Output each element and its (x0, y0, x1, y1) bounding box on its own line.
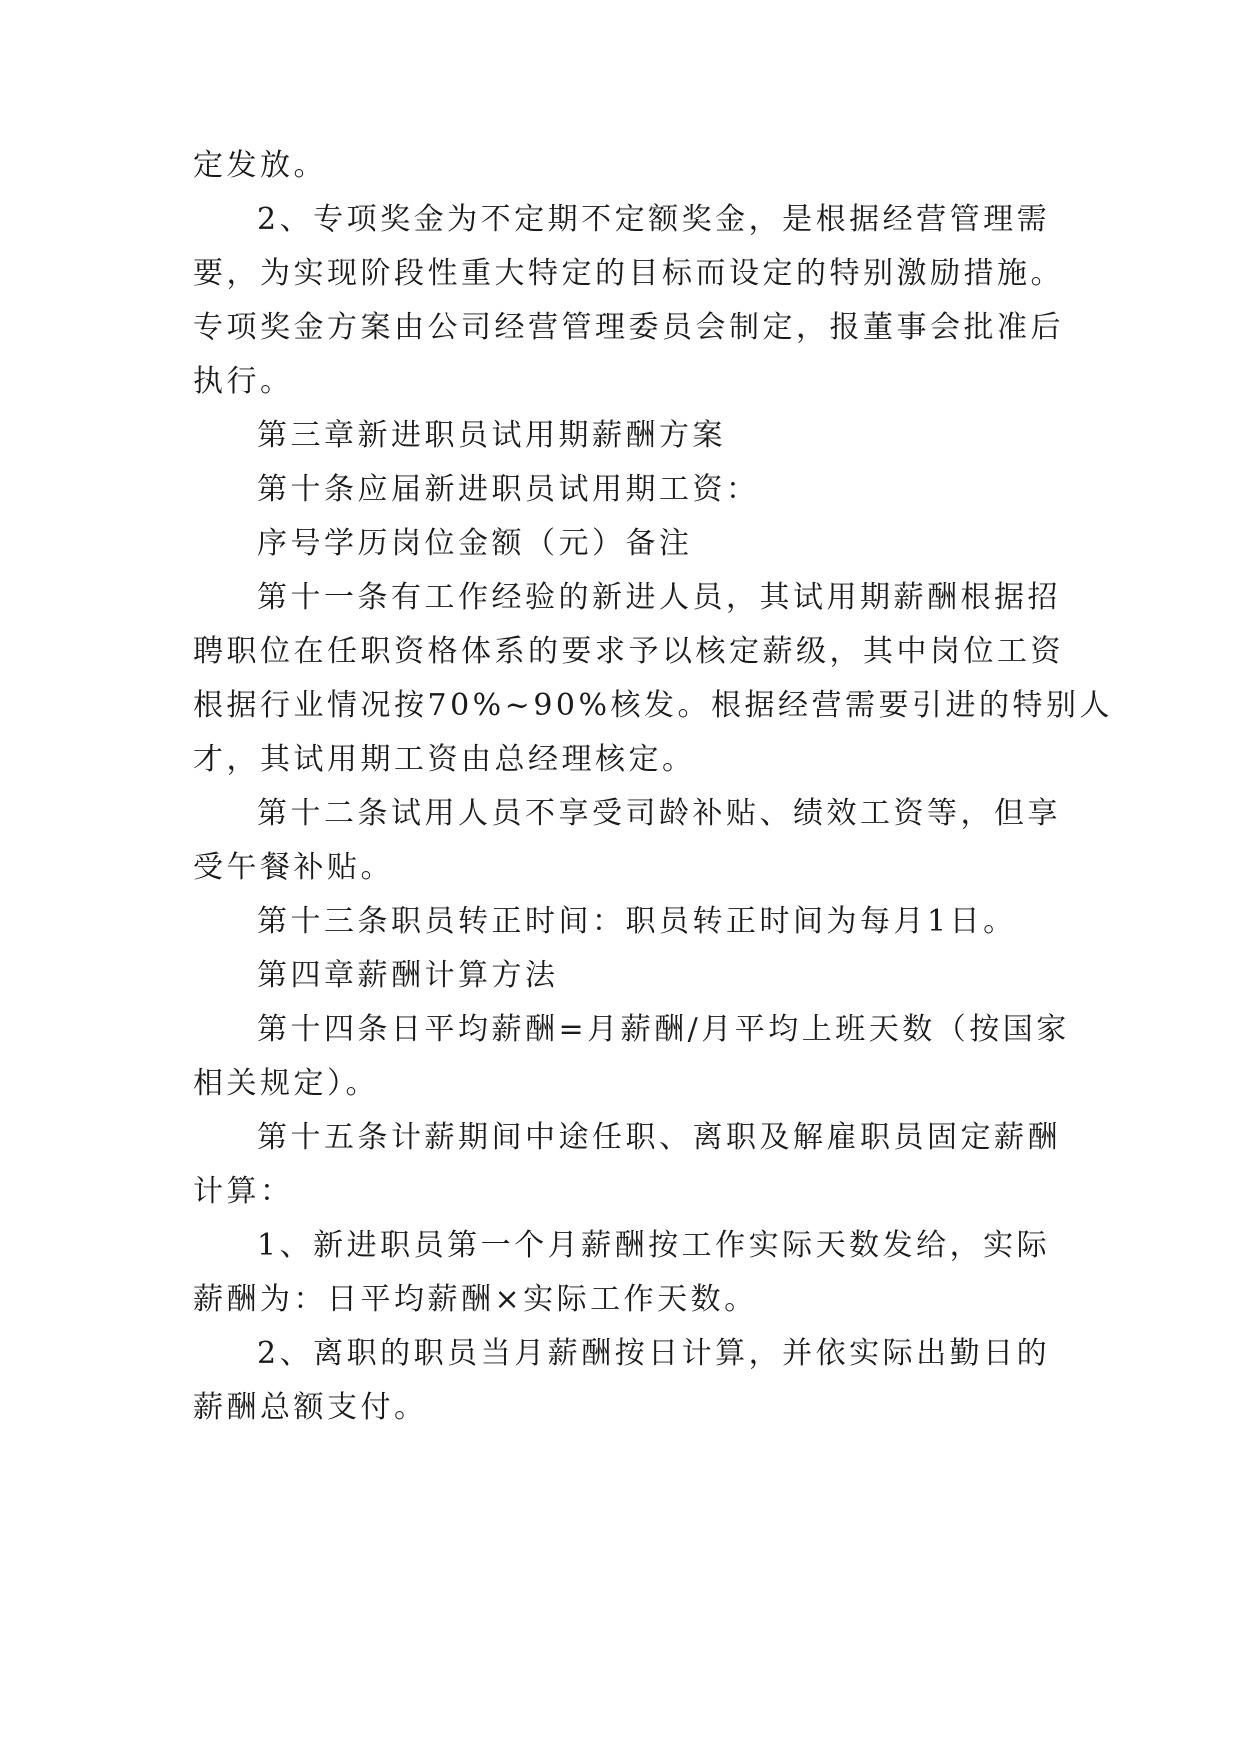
chapter-heading: 第四章薪酬计算方法 (257, 958, 559, 993)
paragraph-line: 第十四条日平均薪酬=月薪酬/月平均上班天数（按国家 (257, 1012, 1070, 1047)
paragraph-line: 要，为实现阶段性重大特定的目标而设定的特别激励措施。 (193, 256, 1064, 291)
article-heading: 第十条应届新进职员试用期工资： (257, 472, 760, 507)
paragraph-line: 第十一条有工作经验的新进人员，其试用期薪酬根据招 (257, 580, 1061, 615)
paragraph-line: 第十三条职员转正时间：职员转正时间为每月1日。 (257, 904, 1017, 939)
paragraph-line: 执行。 (193, 364, 294, 399)
paragraph-line: 才，其试用期工资由总经理核定。 (193, 742, 696, 777)
paragraph-line: 2、专项奖金为不定期不定额奖金，是根据经营管理需 (257, 202, 1051, 237)
paragraph-line: 第十二条试用人员不享受司龄补贴、绩效工资等，但享 (257, 796, 1061, 831)
paragraph-line: 计算： (193, 1174, 294, 1209)
paragraph-line: 受午餐补贴。 (193, 850, 394, 885)
paragraph-line: 第十五条计薪期间中途任职、离职及解雇职员固定薪酬 (257, 1120, 1061, 1155)
table-header-line: 序号学历岗位金额（元）备注 (257, 526, 693, 561)
paragraph-line: 定发放。 (193, 148, 327, 183)
paragraph-line: 1、新进职员第一个月薪酬按工作实际天数发给，实际 (257, 1228, 1051, 1263)
paragraph-line: 根据行业情况按70%~90%核发。根据经营需要引进的特别人 (193, 688, 1113, 723)
paragraph-line: 相关规定）。 (193, 1066, 379, 1101)
chapter-heading: 第三章新进职员试用期薪酬方案 (257, 418, 726, 453)
paragraph-line: 专项奖金方案由公司经营管理委员会制定，报董事会批准后 (193, 310, 1064, 345)
paragraph-line: 薪酬总额支付。 (193, 1390, 428, 1425)
paragraph-line: 薪酬为：日平均薪酬×实际工作天数。 (193, 1282, 758, 1317)
paragraph-line: 2、离职的职员当月薪酬按日计算，并依实际出勤日的 (257, 1336, 1051, 1371)
paragraph-line: 聘职位在任职资格体系的要求予以核定薪级，其中岗位工资 (193, 634, 1064, 669)
